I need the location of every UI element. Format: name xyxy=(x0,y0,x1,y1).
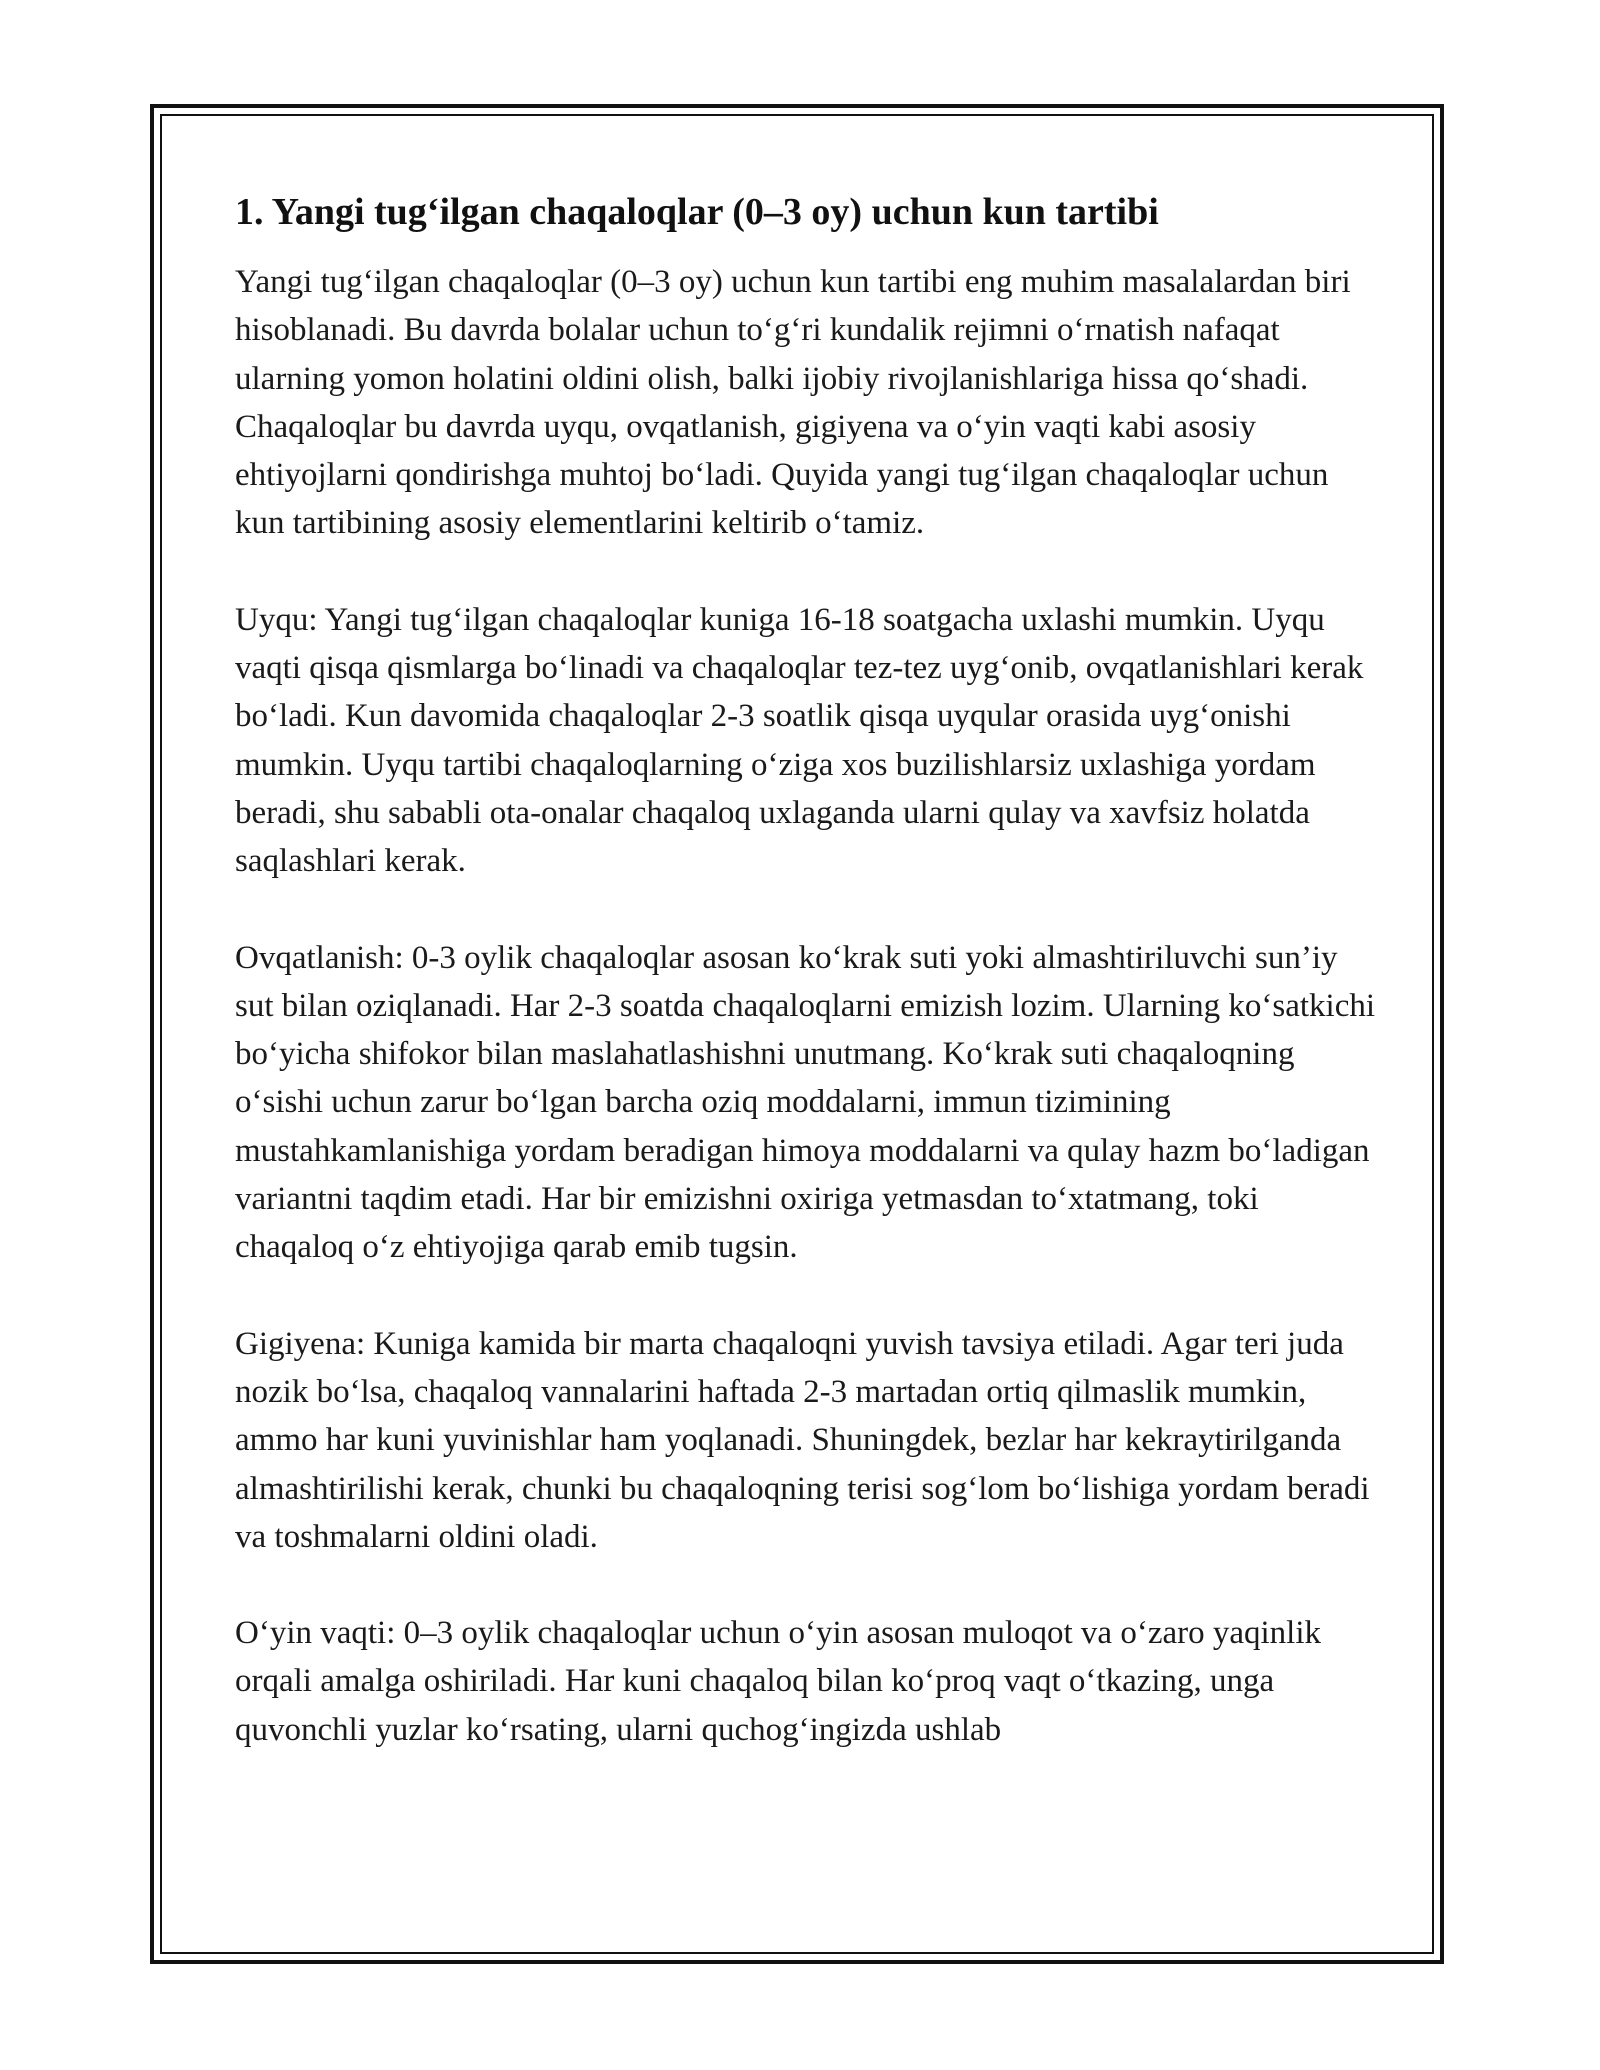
section-heading: 1. Yangi tug‘ilgan chaqaloqlar (0–3 oy) uchun kun tartibi xyxy=(235,191,1159,233)
feeding-paragraph: Ovqatlanish: 0-3 oylik chaqaloqlar asosan ko‘krak suti yoki almashtiriluvchi sun’iy sut bilan oziqlanadi. Har 2-3 soatda chaqaloqlarni emizish lozim. Ularning ko‘satkichi bo‘yicha shifokor bilan maslahatlashishni unutmang. Ko‘krak suti chaqaloqning o‘sishi uchun zarur bo‘lgan barcha oziq moddalarni, immun tizimining mustahkamlanishiga yordam beradigan himoya moddalarni va qulay hazm bo‘ladigan variantni taqdim etadi. Har bir emizishni oxiriga yetmasdan to‘xtatmang, toki chaqaloq o‘z ehtiyojiga qarab emib tugsin. xyxy=(235,939,1376,1266)
hygiene-paragraph: Gigiyena: Kuniga kamida bir marta chaqaloqni yuvish tavsiya etiladi. Agar teri juda nozik bo‘lsa, chaqaloq vannalarini haftada 2-3 martadan ortiq qilmaslik mumkin, ammo har kuni yuvinishlar ham yoqlanadi. Shuningdek, bezlar har kekraytirilganda almashtirilishi kerak, chunki bu chaqaloqning terisi sog‘lom bo‘lishiga yordam beradi va toshmalarni oldini oladi. xyxy=(235,1325,1370,1555)
intro-paragraph: Yangi tug‘ilgan chaqaloqlar (0–3 oy) uchun kun tartibi eng muhim masalalardan biri hisoblanadi. Bu davrda bolalar uchun to‘g‘ri kundalik rejimni o‘rnatish nafaqat ularning yomon holatini oldini olish, balki ijobiy rivojlanishlariga hissa qo‘shadi. Chaqaloqlar bu davrda uyqu, ovqatlanish, gigiyena va o‘yin vaqti kabi asosiy ehtiyojlarni qondirishga muhtoj bo‘ladi. Quyida yangi tug‘ilgan chaqaloqlar uchun kun tartibining asosiy elementlarini keltirib o‘tamiz. xyxy=(235,264,1351,542)
playtime-paragraph: O‘yin vaqti: 0–3 oylik chaqaloqlar uchun o‘yin asosan muloqot va o‘zaro yaqinlik orqali amalga oshiriladi. Har kuni chaqaloq bilan ko‘proq vaqt o‘tkazing, unga quvonchli yuzlar ko‘rsating, ularni quchog‘ingizda ushlab xyxy=(235,1615,1322,1748)
sleep-paragraph: Uyqu: Yangi tug‘ilgan chaqaloqlar kuniga 16-18 soatgacha uxlashi mumkin. Uyqu vaqti qisqa qismlarga bo‘linadi va chaqaloqlar tez-tez uyg‘onib, ovqatlanishlari kerak bo‘ladi. Kun davomida chaqaloqlar 2-3 soatlik qisqa uyqular orasida uyg‘onishi mumkin. Uyqu tartibi chaqaloqlarning o‘ziga xos buzilishlarsiz uxlashiga yordam beradi, shu sababli ota-onalar chaqaloq uxlaganda ularni qulay va xavfsiz holatda saqlashlari kerak. xyxy=(235,601,1364,880)
document-body xyxy=(235,188,1375,1802)
